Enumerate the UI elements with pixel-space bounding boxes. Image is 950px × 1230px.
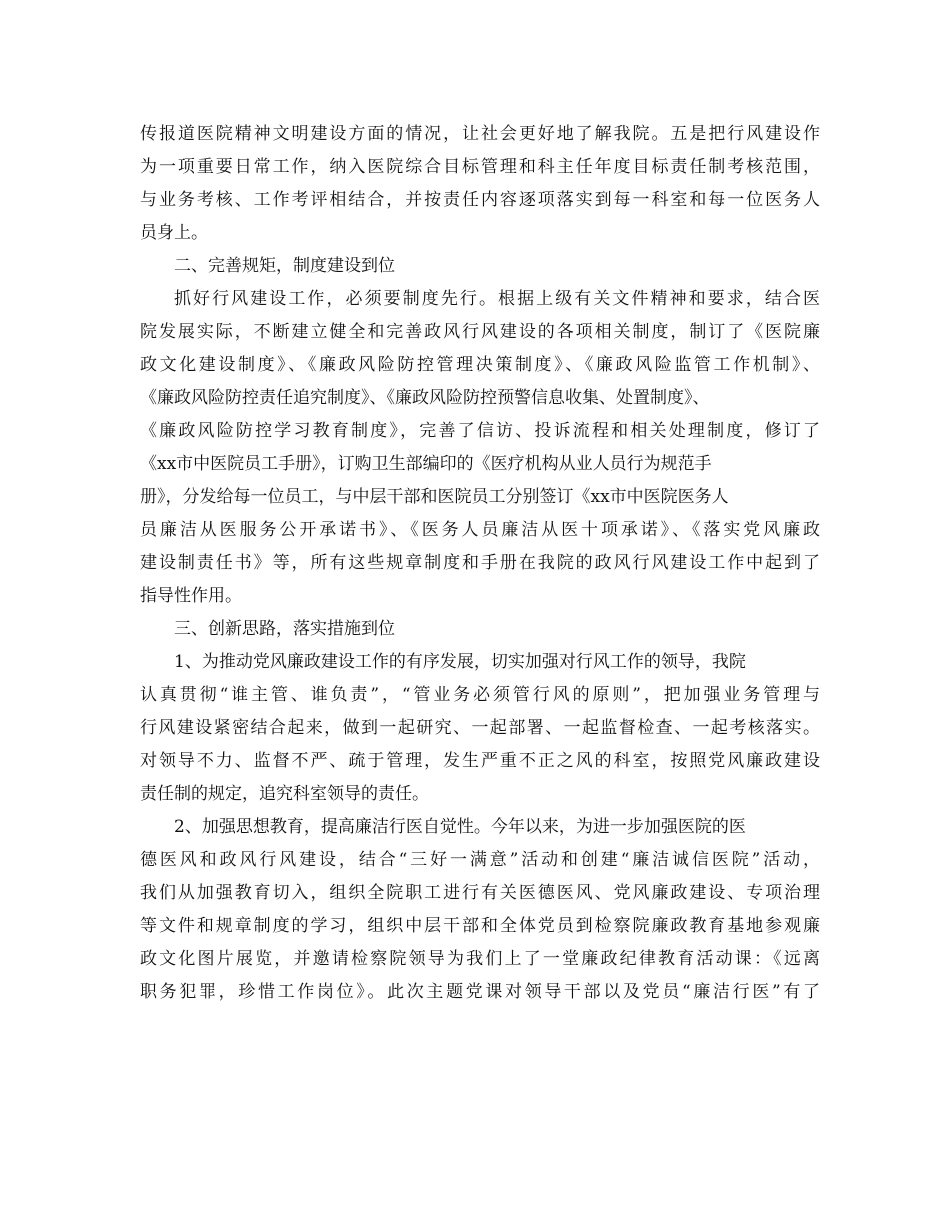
text-line: 认真贯彻“谁主管、谁负责”，“管业务必须管行风的原则”，把加强业务管理与 <box>140 685 820 705</box>
text-line: 《xx市中医院员工手册》，订购卫生部编印的《医疗机构从业人员行为规范手 <box>140 454 712 474</box>
text-line: 政文化图片展览，并邀请检察院领导为我们上了一堂廉政纪律教育活动课：《远离 <box>140 949 820 969</box>
text-line: 政文化建设制度》、《廉政风险防控管理决策制度》、《廉政风险监管工作机制》、 <box>140 355 820 375</box>
text-line: 员廉洁从医服务公开承诺书》、《医务人员廉洁从医十项承诺》、《落实党风廉政 <box>140 520 820 540</box>
text-line: 建设制责任书》等，所有这些规章制度和手册在我院的政风行风建设工作中起到了 <box>140 553 820 573</box>
text-line: 职务犯罪，珍惜工作岗位》。此次主题党课对领导干部以及党员“廉洁行医”有了 <box>140 982 820 1002</box>
text-line: 对领导不力、监督不严、疏于管理，发生严重不正之风的科室，按照党风廉政建设 <box>140 751 820 771</box>
text-line: 责任制的规定，追究科室领导的责任。 <box>140 784 429 804</box>
text-line: 传报道医院精神文明建设方面的情况，让社会更好地了解我院。五是把行风建设作 <box>140 124 820 144</box>
text-line: 《廉政风险防控学习教育制度》，完善了信访、投诉流程和相关处理制度，修订了 <box>140 421 820 441</box>
text-line: 与业务考核、工作考评相结合，并按责任内容逐项落实到每一科室和每一位医务人 <box>140 190 820 210</box>
text-line: 2、加强思想教育，提高廉洁行医自觉性。今年以来，为进一步加强医院的医 <box>174 817 746 837</box>
text-line: 指导性作用。 <box>140 586 242 606</box>
text-line: 我们从加强教育切入，组织全院职工进行有关医德医风、党风廉政建设、专项治理 <box>140 883 820 903</box>
text-line: 等文件和规章制度的学习，组织中层干部和全体党员到检察院廉政教育基地参观廉 <box>140 916 820 936</box>
text-line: 德医风和政风行风建设，结合“三好一满意”活动和创建“廉洁诚信医院”活动， <box>140 850 820 870</box>
text-line: 员身上。 <box>140 223 208 243</box>
text-line: 行风建设紧密结合起来，做到一起研究、一起部署、一起监督检查、一起考核落实。 <box>140 718 820 738</box>
text-line: 1、为推动党风廉政建设工作的有序发展，切实加强对行风工作的领导，我院 <box>174 652 746 672</box>
document-body <box>140 118 820 1009</box>
section-heading: 三、创新思路，落实措施到位 <box>174 619 395 639</box>
text-line: 《廉政风险防控责任追究制度》、《廉政风险防控预警信息收集、处置制度》、 <box>140 388 710 408</box>
text-line: 院发展实际，不断建立健全和完善政风行风建设的各项相关制度，制订了《医院廉 <box>140 322 820 342</box>
text-line: 册》，分发给每一位员工，与中层干部和医院员工分别签订《xx市中医院医务人 <box>140 487 729 507</box>
section-heading: 二、完善规矩，制度建设到位 <box>174 256 395 276</box>
text-line: 为一项重要日常工作，纳入医院综合目标管理和科主任年度目标责任制考核范围， <box>140 157 820 177</box>
text-line: 抓好行风建设工作，必须要制度先行。根据上级有关文件精神和要求，结合医 <box>174 289 820 309</box>
